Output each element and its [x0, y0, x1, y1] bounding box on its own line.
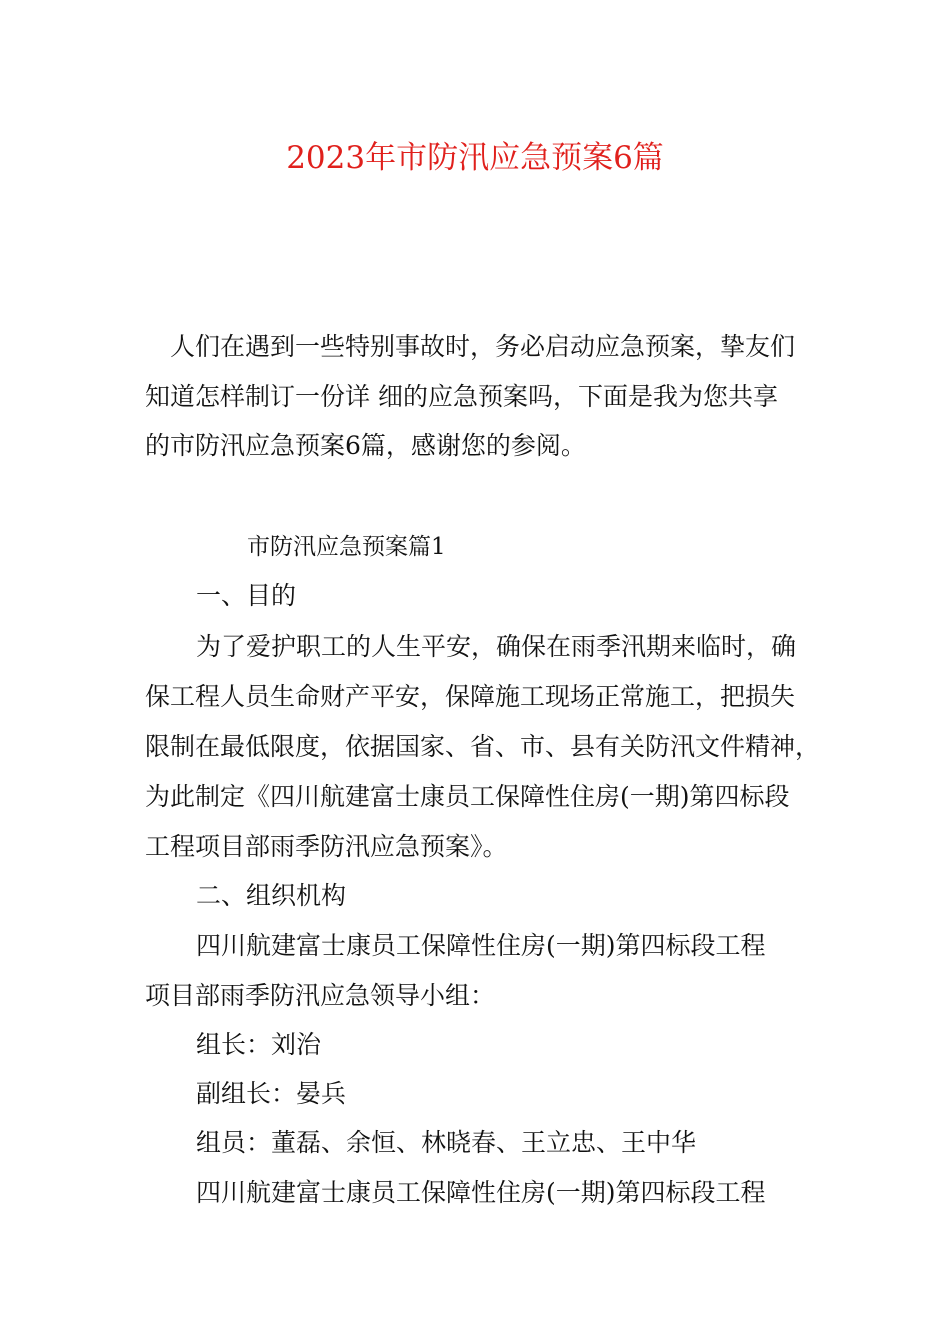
body-line: 限制在最低限度，依据国家、省、市、县有关防汛文件精神， [145, 732, 821, 761]
body-line: 组长：刘治 [196, 1030, 322, 1059]
body-line: 组员：董磊、余恒、林晓春、王立忠、王中华 [196, 1128, 697, 1157]
document-title: 2023年市防汛应急预案6篇 [286, 140, 664, 176]
intro-line: 知道怎样制订一份详 细的应急预案吗，下面是我为您共享 [145, 382, 778, 411]
body-line: 工程项目部雨季防汛应急预案》。 [145, 832, 508, 861]
intro-line: 的市防汛应急预案6篇，感谢您的参阅。 [145, 431, 586, 460]
section-heading: 市防汛应急预案篇1 [247, 534, 446, 560]
body-line: 保工程人员生命财产平安，保障施工现场正常施工，把损失 [145, 682, 796, 711]
body-line: 二、组织机构 [196, 881, 347, 910]
body-line: 项目部雨季防汛应急领导小组： [145, 981, 496, 1010]
body-line: 四川航建富士康员工保障性住房(一期)第四标段工程 [196, 1178, 766, 1207]
intro-line: 人们在遇到一些特别事故时，务必启动应急预案，挚友们 [170, 332, 796, 361]
body-line: 为了爱护职工的人生平安，确保在雨季汛期来临时，确 [196, 632, 797, 661]
body-line: 四川航建富士康员工保障性住房(一期)第四标段工程 [196, 931, 766, 960]
body-line: 一、目的 [196, 581, 297, 610]
body-line: 副组长：晏兵 [196, 1079, 347, 1108]
body-line: 为此制定《四川航建富士康员工保障性住房(一期)第四标段 [145, 782, 790, 811]
